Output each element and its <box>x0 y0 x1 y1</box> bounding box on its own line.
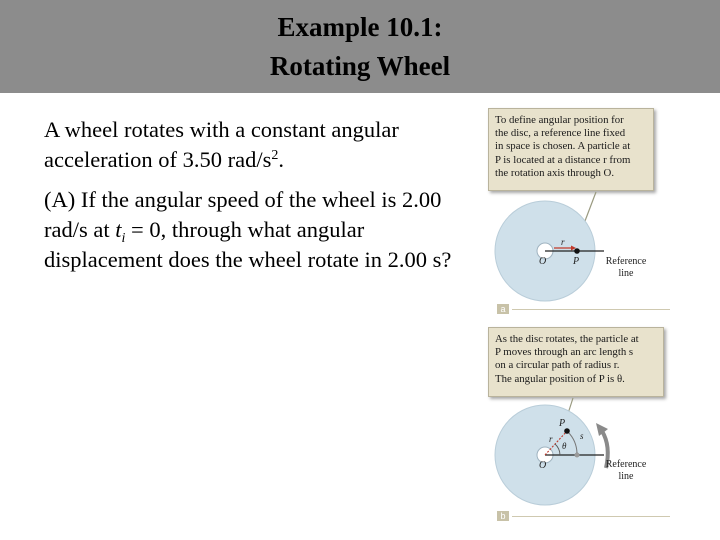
problem-paragraph-2 <box>44 185 459 275</box>
figure-b-panel-label: b <box>497 511 509 521</box>
slide-header <box>0 0 720 93</box>
para1-period: . <box>278 147 285 172</box>
slide-title-line1: Example 10.1: <box>277 12 443 42</box>
para1-text: A wheel rotates with a constant angular acceleration of 3.50 rad/s <box>44 117 399 172</box>
figure-b-ref-line1: Reference <box>605 459 647 470</box>
figure-a-diagram <box>488 190 668 320</box>
figure-b-initial-position <box>575 453 580 458</box>
figure-a-particle <box>574 248 580 254</box>
figure-b-label-O: O <box>539 460 547 471</box>
figure-b-label-s: s <box>580 431 584 441</box>
figure-a-ref-line1: Reference <box>605 256 647 267</box>
figure-a-ref-line2: line <box>618 268 634 279</box>
para2-text-start: (A) If the angular speed of the wheel is 2.00 rad/s at <box>44 187 442 242</box>
figure-a-caption-line: the rotation axis through O. <box>495 166 615 179</box>
figure-a-divider <box>512 309 670 310</box>
figure-b-caption-line: on a circular path of radius r. <box>495 359 620 372</box>
figure-a-label-P: P <box>573 256 580 267</box>
figure-a-reference-label <box>596 256 656 280</box>
figure-b-label-theta: θ <box>562 441 567 451</box>
para2-variable-t: t <box>115 217 122 242</box>
figure-a-label-O: O <box>539 256 547 267</box>
slide-title-line2: Rotating Wheel <box>269 51 451 81</box>
para2-subscript-i: i <box>121 231 126 246</box>
figure-b-particle <box>564 428 570 434</box>
figure-a-caption <box>488 108 654 191</box>
figure-b-caption <box>488 327 664 397</box>
figure-b-ref-line2: line <box>618 471 634 482</box>
figure-b-label-P: P <box>559 418 566 429</box>
figure-b-reference-label <box>596 459 656 483</box>
figure-b-divider <box>512 516 670 517</box>
figure-a-label-r: r <box>561 237 565 247</box>
figure-a-caption-line: To define angular position for <box>495 114 624 126</box>
figure-b-caption-line: The angular position of P is θ. <box>495 372 625 385</box>
figure-b-label-r: r <box>549 434 553 444</box>
para1-superscript: 2 <box>271 148 279 163</box>
figure-a-panel-label: a <box>497 304 509 314</box>
problem-text <box>44 115 459 285</box>
figure-a-caption-line: P is located at a distance r from <box>495 153 631 166</box>
problem-paragraph-1 <box>44 115 459 175</box>
figure-b-caption-line: P moves through an arc length s <box>495 346 634 359</box>
figure-a-caption-line: in space is chosen. A particle at <box>495 140 631 153</box>
figure-b-caption-line: As the disc rotates, the particle at <box>495 333 639 345</box>
para2-text-end: = 0, through what angular displacement does the wheel rotate in 2.00 s? <box>44 217 452 272</box>
figure-a-caption-line: the disc, a reference line fixed <box>495 127 626 140</box>
